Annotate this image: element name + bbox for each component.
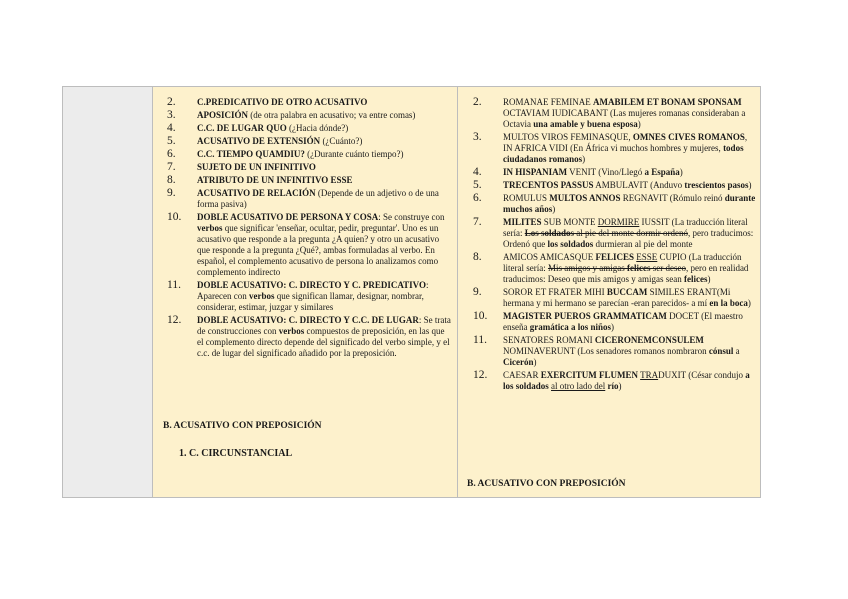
example-item — [458, 132, 756, 165]
rule-item-text: DOBLE ACUSATIVO: C. DIRECTO Y C. PREDICATIVO: Aparecen con verbos que significan llamar, designar, nombrar, considerar, estimar, juzgar y similares — [197, 280, 429, 312]
rule-item — [153, 149, 453, 160]
example-item — [458, 252, 756, 285]
rule-item-number: 12. — [167, 314, 182, 326]
rule-item-number: 2. — [167, 96, 176, 108]
rule-item — [153, 212, 453, 278]
rule-item — [153, 97, 453, 108]
rule-item-number: 3. — [167, 109, 176, 121]
example-item-number: 10. — [473, 310, 488, 322]
example-item — [458, 180, 756, 191]
example-item-number: 6. — [473, 192, 482, 204]
example-item-number: 4. — [473, 166, 482, 178]
rule-item — [153, 136, 453, 147]
rule-item-text: ACUSATIVO DE RELACIÓN (Depende de un adjetivo o de una forma pasiva) — [197, 188, 439, 209]
rule-item-text: ACUSATIVO DE EXTENSIÓN (¿Cuánto?) — [197, 136, 363, 146]
example-item-number: 3. — [473, 131, 482, 143]
example-item — [458, 97, 756, 130]
examples-list — [458, 97, 756, 394]
example-item-text: MULTOS VIROS FEMINASQUE, OMNES CIVES ROMANOS, IN AFRICA VIDI (En África vi muchos hombres y mujeres, todos ciudadanos romanos) — [503, 132, 748, 164]
example-item — [458, 193, 756, 215]
example-item-text: MILITES SUB MONTE DORMIRE IUSSIT (La traducción literal sería: Los soldados al pie del monte dormir ordenó, pero traducimos: Ordenó que los soldados durmieran al pie del monte — [503, 217, 754, 249]
example-item-text: IN HISPANIAM VENIT (Vino/Llegó a España) — [503, 167, 683, 177]
rule-item-number: 7. — [167, 161, 176, 173]
subsection-circunstancial: 1. C. CIRCUNSTANCIAL — [179, 448, 293, 459]
examples-column — [458, 87, 760, 497]
rule-item — [153, 110, 453, 121]
example-item — [458, 311, 756, 333]
content-table — [62, 86, 761, 498]
rule-item-text: ATRIBUTO DE UN INFINITIVO ESSE — [197, 175, 353, 185]
example-item — [458, 167, 756, 178]
example-item-text: CAESAR EXERCITUM FLUMEN TRADUXIT (César condujo a los soldados al otro lado del río) — [503, 370, 750, 391]
section-b-heading-left: B. ACUSATIVO CON PREPOSICIÓN — [163, 421, 322, 431]
rule-item — [153, 315, 453, 359]
rule-item-text: C.C. TIEMPO QUAMDIU? (¿Durante cuánto tiempo?) — [197, 149, 404, 159]
example-item — [458, 217, 756, 250]
example-item-number: 7. — [473, 216, 482, 228]
example-item-text: SENATORES ROMANI CICERONEMCONSULEM NOMINAVERUNT (Los senadores romanos nombraron cónsul a Cicerón) — [503, 335, 740, 367]
rule-item-number: 8. — [167, 174, 176, 186]
rule-item-number: 5. — [167, 135, 176, 147]
example-item — [458, 335, 756, 368]
rule-item-number: 6. — [167, 148, 176, 160]
example-item — [458, 287, 756, 309]
rules-list — [153, 97, 453, 361]
example-item — [458, 370, 756, 392]
rule-item-text: SUJETO DE UN INFINITIVO — [197, 162, 316, 172]
example-item-number: 5. — [473, 179, 482, 191]
rule-item-text: DOBLE ACUSATIVO DE PERSONA Y COSA: Se construye con verbos que significar 'enseñar, ocultar, pedir, preguntar'. Uno es un acusativo que responde a la pregunta ¿A quien? y otro un acusativo que responde a la pregunta ¿Qué?, ambas formuladas al verbo. En español, el complemento acusativo de persona lo analizamos como complemento indirecto — [197, 212, 445, 277]
rule-item — [153, 123, 453, 134]
section-b-heading-right: B. ACUSATIVO CON PREPOSICIÓN — [467, 479, 626, 489]
rule-item-number: 10. — [167, 211, 182, 223]
rule-item-number: 11. — [167, 279, 181, 291]
rule-item-number: 4. — [167, 122, 176, 134]
example-item-number: 12. — [473, 369, 488, 381]
rule-item-number: 9. — [167, 187, 176, 199]
rule-item — [153, 175, 453, 186]
table-empty-column — [63, 87, 153, 497]
example-item-text: ROMANAE FEMINAE AMABILEM ET BONAM SPONSAM OCTAVIAM IUDICABANT (Las mujeres romanas consideraban a Octavia una amable y buena esposa) — [503, 97, 746, 129]
rule-item-text: C.C. DE LUGAR QUO (¿Hacia dónde?) — [197, 123, 349, 133]
example-item-text: AMICOS AMICASQUE FELICES ESSE CUPIO (La traducción literal sería: Mis amigos y amigas felices ser deseo, pero en realidad traducimos: Deseo que mis amigos y amigas sean felices) — [503, 252, 749, 284]
example-item-number: 8. — [473, 251, 482, 263]
example-item-text: TRECENTOS PASSUS AMBULAVIT (Anduvo trescientos pasos) — [503, 180, 752, 190]
example-item-text: MAGISTER PUEROS GRAMMATICAM DOCET (El maestro enseña gramática a los niños) — [503, 311, 743, 332]
rule-item — [153, 280, 453, 313]
rule-item-text: C.PREDICATIVO DE OTRO ACUSATIVO — [197, 97, 368, 107]
rule-item — [153, 162, 453, 173]
rule-item-text: APOSICIÓN (de otra palabra en acusativo; va entre comas) — [197, 110, 416, 120]
example-item-number: 9. — [473, 286, 482, 298]
example-item-text: SOROR ET FRATER MIHI BUCCAM SIMILES ERANT(Mi hermana y mi hermano se parecían -eran parecidos- a mí en la boca) — [503, 287, 751, 308]
example-item-number: 2. — [473, 96, 482, 108]
rule-item — [153, 188, 453, 210]
rule-item-text: DOBLE ACUSATIVO: C. DIRECTO Y C.C. DE LUGAR: Se trata de construcciones con verbos compuestos de preposición, en las que el complemento directo depende del significado del verbo simple, y el c.c. de lugar del significado añadido por la preposición. — [197, 315, 451, 358]
example-item-text: ROMULUS MULTOS ANNOS REGNAVIT (Rómulo reinó durante muchos años) — [503, 193, 756, 214]
rules-column — [153, 87, 458, 497]
example-item-number: 11. — [473, 334, 487, 346]
